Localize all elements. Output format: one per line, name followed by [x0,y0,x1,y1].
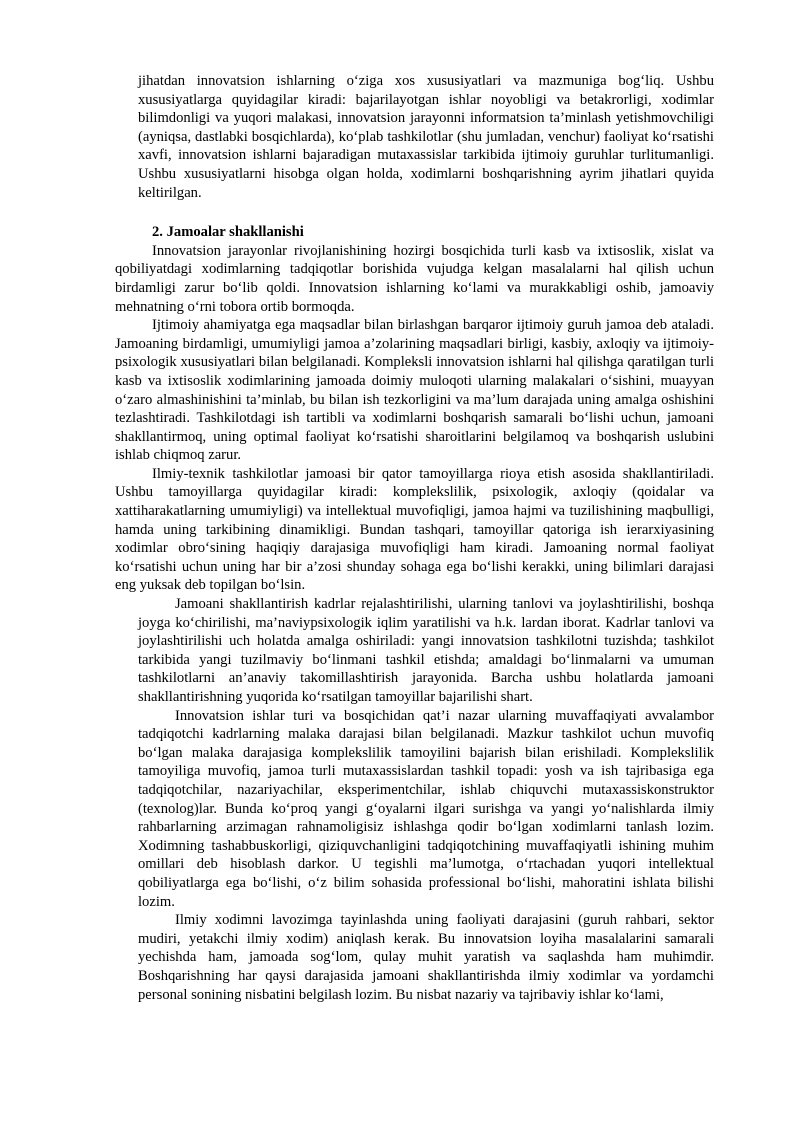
paragraph-2: Ijtimoiy ahamiyatga ega maqsadlar bilan birlashgan barqaror ijtimoiy guruh jamoa deb ataladi. Jamoaning birdamligi, umumiyligi jamoa a’zolarining maqsadlari birligi, kasbiy, axloqiy va ijtimoiy-psixologik xususiyatlari bilan belgilanadi. Kompleksli innovatsion ishlarni hal qilishga qaratilgan turli kasb va ixtisoslik xodimlarining jamoada doimiy muloqoti ularning malakalari o‘sishini, muayyan o‘zaro almashinishini ta’minlab, bu bilan ish tezkorligini va ma’lum darajada uning amalga oshishini tezlashtiradi. Tashkilotdagi ish tartibli va xodimlarni boshqarish samarali bo‘lishi uchun, jamoani shakllantirmoq, uning optimal faoliyat ko‘rsatishi sharoitlarini belgilamoq va boshqarish uslubini ishlab chiqmoq zarur. [115,317,714,464]
intro-paragraph: jihatdan innovatsion ishlarning o‘ziga xos xususiyatlari va mazmuniga bog‘liq. Ushbu xususiyatlarga quyidagilar kiradi: bajarilayotgan ishlar noyobligi va betakrorligi, xodimlar bilimdonligi va yuqori malakasi, innovatsion jarayonni informatsion ta’minlash yetishmovchiligi (ayniqsa, dastlabki bosqichlarda), ko‘plab tashkilotlar (shu jumladan, venchur) faoliyat ko‘rsatishi xavfi, innovatsion ishlarni bajaradigan mutaxassislar tarkibida ijtimoiy guruhlar turlitumanligi. Ushbu xususiyatlarni hisobga olgan holda, xodimlarni boshqarishning ayrim jihatlari quyida keltirilgan. [138,73,714,201]
paragraph-1: Innovatsion jarayonlar rivojlanishining hozirgi bosqichida turli kasb va ixtisoslik, xislat va qobiliyatdagi xodimlarning tadqiqotlar borishida vujudga kelgan masalalarni hal qilish uchun birdamligi zarur bo‘lib qoldi. Innovatsion ishlarning ko‘lami va murakkabligi oshib, jamoaviy mehnatning o‘rni tobora ortib bormoqda. [115,242,714,315]
paragraph-6: Ilmiy xodimni lavozimga tayinlashda uning faoliyati darajasini (guruh rahbari, sektor mudiri, yetakchi ilmiy xodim) aniqlash kerak. Bu innovatsion loyiha masalalarini samarali yechishda ham, jamoada sog‘lom, qulay muhit yaratish va saqlashda ham muhimdir. Boshqarishning har qaysi darajasida jamoani shakllantirishda ilmiy xodimlar va yordamchi personal sonining nisbatini belgilash lozim. Bu nisbat nazariy va tajribaviy ishlar ko‘lami, [138,912,714,1003]
paragraph-3: Ilmiy-texnik tashkilotlar jamoasi bir qator tamoyillarga rioya etish asosida shakllantiriladi. Ushbu tamoyillarga quyidagilar kiradi: komplekslilik, psixologik, axloqiy (qoidalar va xattiharakatlarning umumiyligi) va intellektual muvofiqligi, jamoa hajmi va tuzilishining maqbulligi, hamda uning tarkibining dinamikligi. Bundan tashqari, tamoyillar qatoriga ish ierarxiyasining xodimlar obro‘sining haqiqiy darajasiga muvofiqligi ham kiradi. Jamoaning normal faoliyat ko‘rsatishi uchun uning har bir a’zosi shunday sohaga ega bo‘lishi kerakki, uning bilimlari darajasi eng yuksak deb topilgan bo‘lsin. [115,465,714,594]
paragraph-5: Innovatsion ishlar turi va bosqichidan qat’i nazar ularning muvaffaqiyati avvalambor tadqiqotchi kadrlarning malaka darajasi bilan belgilanadi. Mazkur tashkilot uchun muvofiq bo‘lgan malaka darajasiga komplekslilik tamoyilini bajarish bilan erishiladi. Komplekslilik tamoyiliga muvofiq, jamoa turli mutaxassislardan tashkil topadi: yosh va ish tajribasiga ega tadqiqotchilar, nazariyachilar, eksperimentchilar, ishlab chiquvchi mutaxassiskonstruktor (texnolog)lar. Bunda ko‘proq yangi g‘oyalarni ilgari surishga va yangi yo‘nalishlarda ilmiy rahbarlarning arzimagan rahnamoligisiz ishlashga qodir bo‘lgan xodimlarni tanlash lozim. Xodimning tashabbuskorligi, qiziquvchanligini tadqiqotchining muvaffaqiyatli ishining muhim omillari deb hisoblash darkor. U tegishli ma’lumotga, o‘rtachadan yuqori intellektual qobiliyatlarga ega bo‘lishi, o‘z bilim sohasida professional bo‘lishi, mahoratini ishlata bilishi lozim. [138,707,714,910]
section-heading: 2. Jamoalar shakllanishi [152,224,304,241]
paragraph-4: Jamoani shakllantirish kadrlar rejalashtirilishi, ularning tanlovi va joylashtirilishi, boshqa joyga ko‘chirilishi, ma’naviypsixologik iqlim yaratilishi va h.k. lardan iborat. Kadrlar tanlovi va joylashtirilishi uch holatda amalga oshiriladi: yangi innovatsion tashkilotni tuzishda; tashkilot tarkibida yangi tuzilmaviy bo‘linmani tashkil etishda; amaldagi bo‘linmalarni va umuman tashkilotlarni an’anaviy takomillashtirish jarayonida. Barcha ushbu holatlarda jamoani shakllantirishning yuqorida ko‘rsatilgan tamoyillar bajarilishi shart. [138,596,714,705]
document-body [0,72,800,1004]
